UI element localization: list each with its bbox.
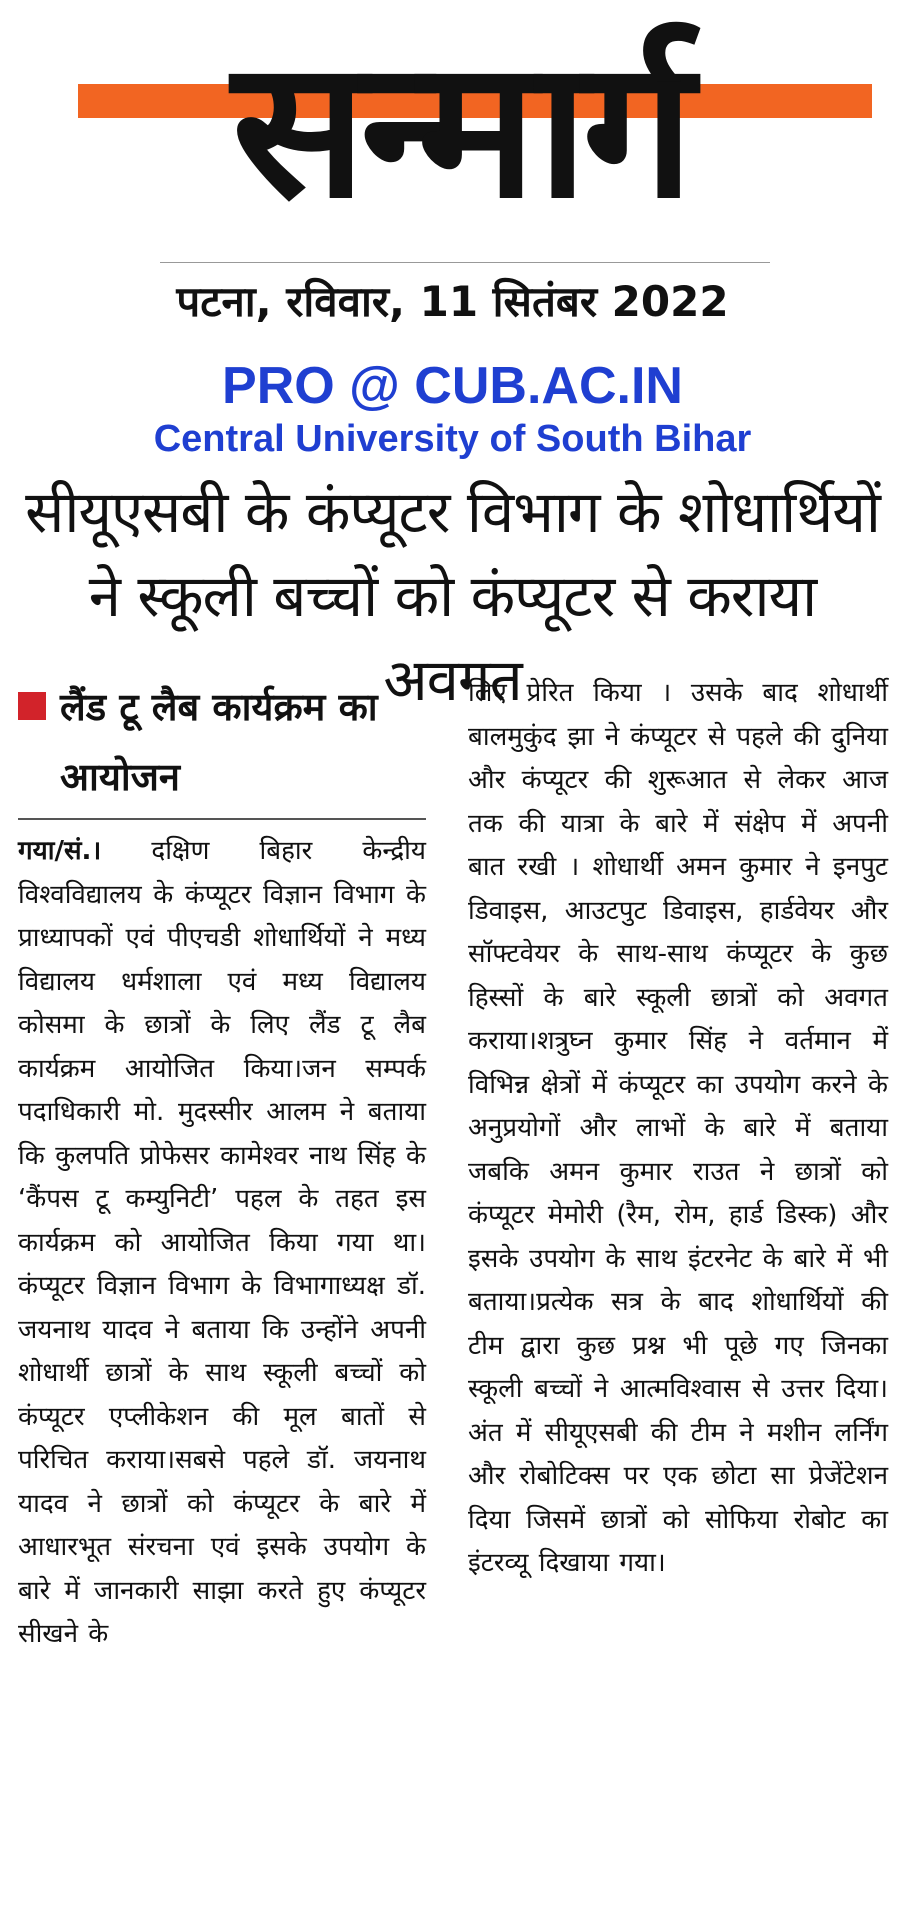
- article-text-right: लिए प्रेरित किया । उसके बाद शोधार्थी बालमुकुंद झा ने कंप्यूटर से पहले की दुनिया और कंप्यूटर की शुरूआत से लेकर आज तक की यात्रा के बारे में संक्षेप में अपनी बात रखी । शोधार्थी अमन कुमार ने इनपुट डिवाइस, आउटपुट डिवाइस, हार्डवेयर और सॉफ्टवेयर के साथ-साथ कंप्यूटर के कुछ हिस्सों के बारे स्कूली छात्रों को अवगत कराया।शत्रुघ्न कुमार सिंह ने वर्तमान में विभिन्न क्षेत्रों में कंप्यूटर का उपयोग करने के अनुप्रयोगों और लाभों के बारे में बताया जबकि अमन कुमार राउत ने छात्रों को कंप्यूटर मेमोरी (रैम, रोम, हार्ड डिस्क) और इसके उपयोग के साथ इंटरनेट के बारे में भी बताया।प्रत्येक सत्र के बाद शोधार्थियों की टीम द्वारा कुछ प्रश्न भी पूछे गए जिनका स्कूली बच्चों ने आत्मविश्वास से उत्तर दिया। अंत में सीयूएसबी की टीम ने मशीन लर्निंग और रोबोटिक्स पर एक छोटा सा प्रेजेंटेशन दिया जिसमें छात्रों को सोफिया रोबोट का इंटरव्यू दिखाया गया।: [468, 678, 888, 1578]
- article-column-right: [468, 672, 888, 1586]
- masthead: [0, 0, 905, 270]
- masthead-divider: [160, 262, 770, 263]
- article-headline: सीयूएसबी के कंप्यूटर विभाग के शोधार्थियों ने स्कूली बच्चों को कंप्यूटर से कराया अवगत: [25, 478, 880, 714]
- newspaper-name: सन्मार्ग: [231, 19, 689, 240]
- pro-email: PRO @ CUB.AC.IN: [222, 357, 683, 415]
- article-subheading: [18, 672, 426, 812]
- byline: गया/सं.।: [18, 836, 102, 866]
- article-text-left: दक्षिण बिहार केन्द्रीय विश्वविद्यालय के कंप्यूटर विज्ञान विभाग के प्राध्यापकों एवं पीएचडी शोधार्थियों ने मध्य विद्यालय धर्मशाला एवं मध्य विद्यालय कोसमा के छात्रों के लिए लैंड टू लैब कार्यक्रम आयोजित किया।जन सम्पर्क पदाधिकारी मो. मुदस्सीर आलम ने बताया कि कुलपति प्रोफेसर कामेश्वर नाथ सिंह के ‘कैंपस टू कम्युनिटी’ पहल के तहत इस कार्यक्रम को आयोजित किया गया था। कंप्यूटर विज्ञान विभाग के विभागाध्यक्ष डॉ. जयनाथ यादव ने बताया कि उन्होंने अपनी शोधार्थी छात्रों के साथ स्कूली बच्चों को कंप्यूटर एप्लीकेशन की मूल बातों से परिचित कराया।सबसे पहले डॉ. जयनाथ यादव ने छात्रों को कंप्यूटर के बारे में आधारभूत संरचना एवं इसके उपयोग के बारे में जानकारी साझा करते हुए कंप्यूटर सीखने के: [18, 836, 426, 1649]
- subheading-text: लैंड टू लैब कार्यक्रम का आयोजन: [60, 685, 378, 799]
- bullet-square-icon: [18, 692, 46, 720]
- dateline: पटना, रविवार, 11 सितंबर 2022: [176, 277, 729, 326]
- article-body-right: [468, 672, 888, 1586]
- subheading-divider: [18, 818, 426, 820]
- university-name: Central University of South Bihar: [153, 418, 752, 460]
- article-body-left: [18, 830, 426, 1657]
- article-column-left: [18, 672, 426, 1657]
